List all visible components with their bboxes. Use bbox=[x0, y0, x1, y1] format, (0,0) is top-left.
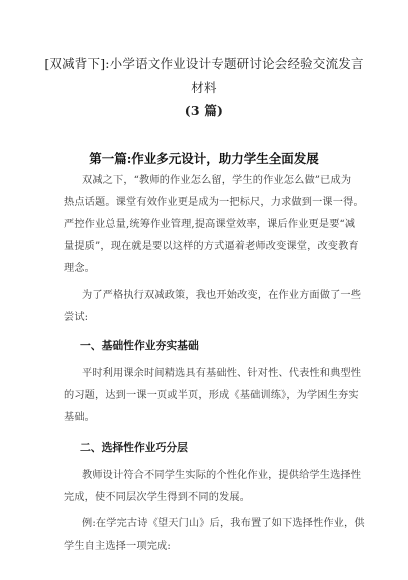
document-title-line-1: [双减背下]:小学语文作业设计专题研讨论会经验交流发言 bbox=[44, 56, 364, 71]
paragraph-line: 热点话题。课堂有效作业更是成为一把标尺，力求做到一课一得。 bbox=[64, 197, 364, 208]
section-heading-optional: 二、选择性作业巧分层 bbox=[80, 441, 188, 454]
document-title-line-2: 材料 bbox=[191, 80, 217, 95]
paragraph-line: 例:在学完古诗《望天门山》后，我布置了如下选择性作业，供 bbox=[82, 518, 365, 529]
paragraph-line: 平时利用课余时间精选具有基础性、针对性、代表性和典型性 bbox=[82, 368, 362, 379]
paragraph-line: 量提质”，现在就是要以这样的方式逼着老师改变课堂，改变教育 bbox=[64, 241, 359, 252]
section-heading-basic: 一、基础性作业夯实基础 bbox=[80, 339, 199, 352]
document-title-count: (3 篇) bbox=[184, 103, 224, 118]
chapter-title: 第一篇:作业多元设计，助力学生全面发展 bbox=[89, 151, 319, 166]
paragraph-line: 的习题，达到一课一页或半页，形成《基础训练》，为学困生夯实 bbox=[64, 390, 359, 401]
paragraph-line: 基础。 bbox=[64, 412, 96, 423]
paragraph-line: 为了严格执行双减政策，我也开始改变，在作业方面做了一些 bbox=[82, 290, 362, 301]
paragraph-line: 尝试: bbox=[64, 312, 89, 323]
paragraph-line: 严控作业总量,统筹作业管理,提高课堂效率，课后作业更是要“减 bbox=[64, 219, 356, 230]
paragraph-line: 双减之下，“教师的作业怎么留，学生的作业怎么做”已成为 bbox=[82, 175, 352, 186]
paragraph-line: 学生自主选择一项完成: bbox=[64, 541, 171, 552]
paragraph-line: 教师设计符合不同学生实际的个性化作业，提供给学生选择性 bbox=[82, 470, 362, 481]
paragraph-line: 理念。 bbox=[64, 263, 96, 274]
paragraph-line: 完成，使不同层次学生得到不同的发展。 bbox=[64, 492, 251, 503]
